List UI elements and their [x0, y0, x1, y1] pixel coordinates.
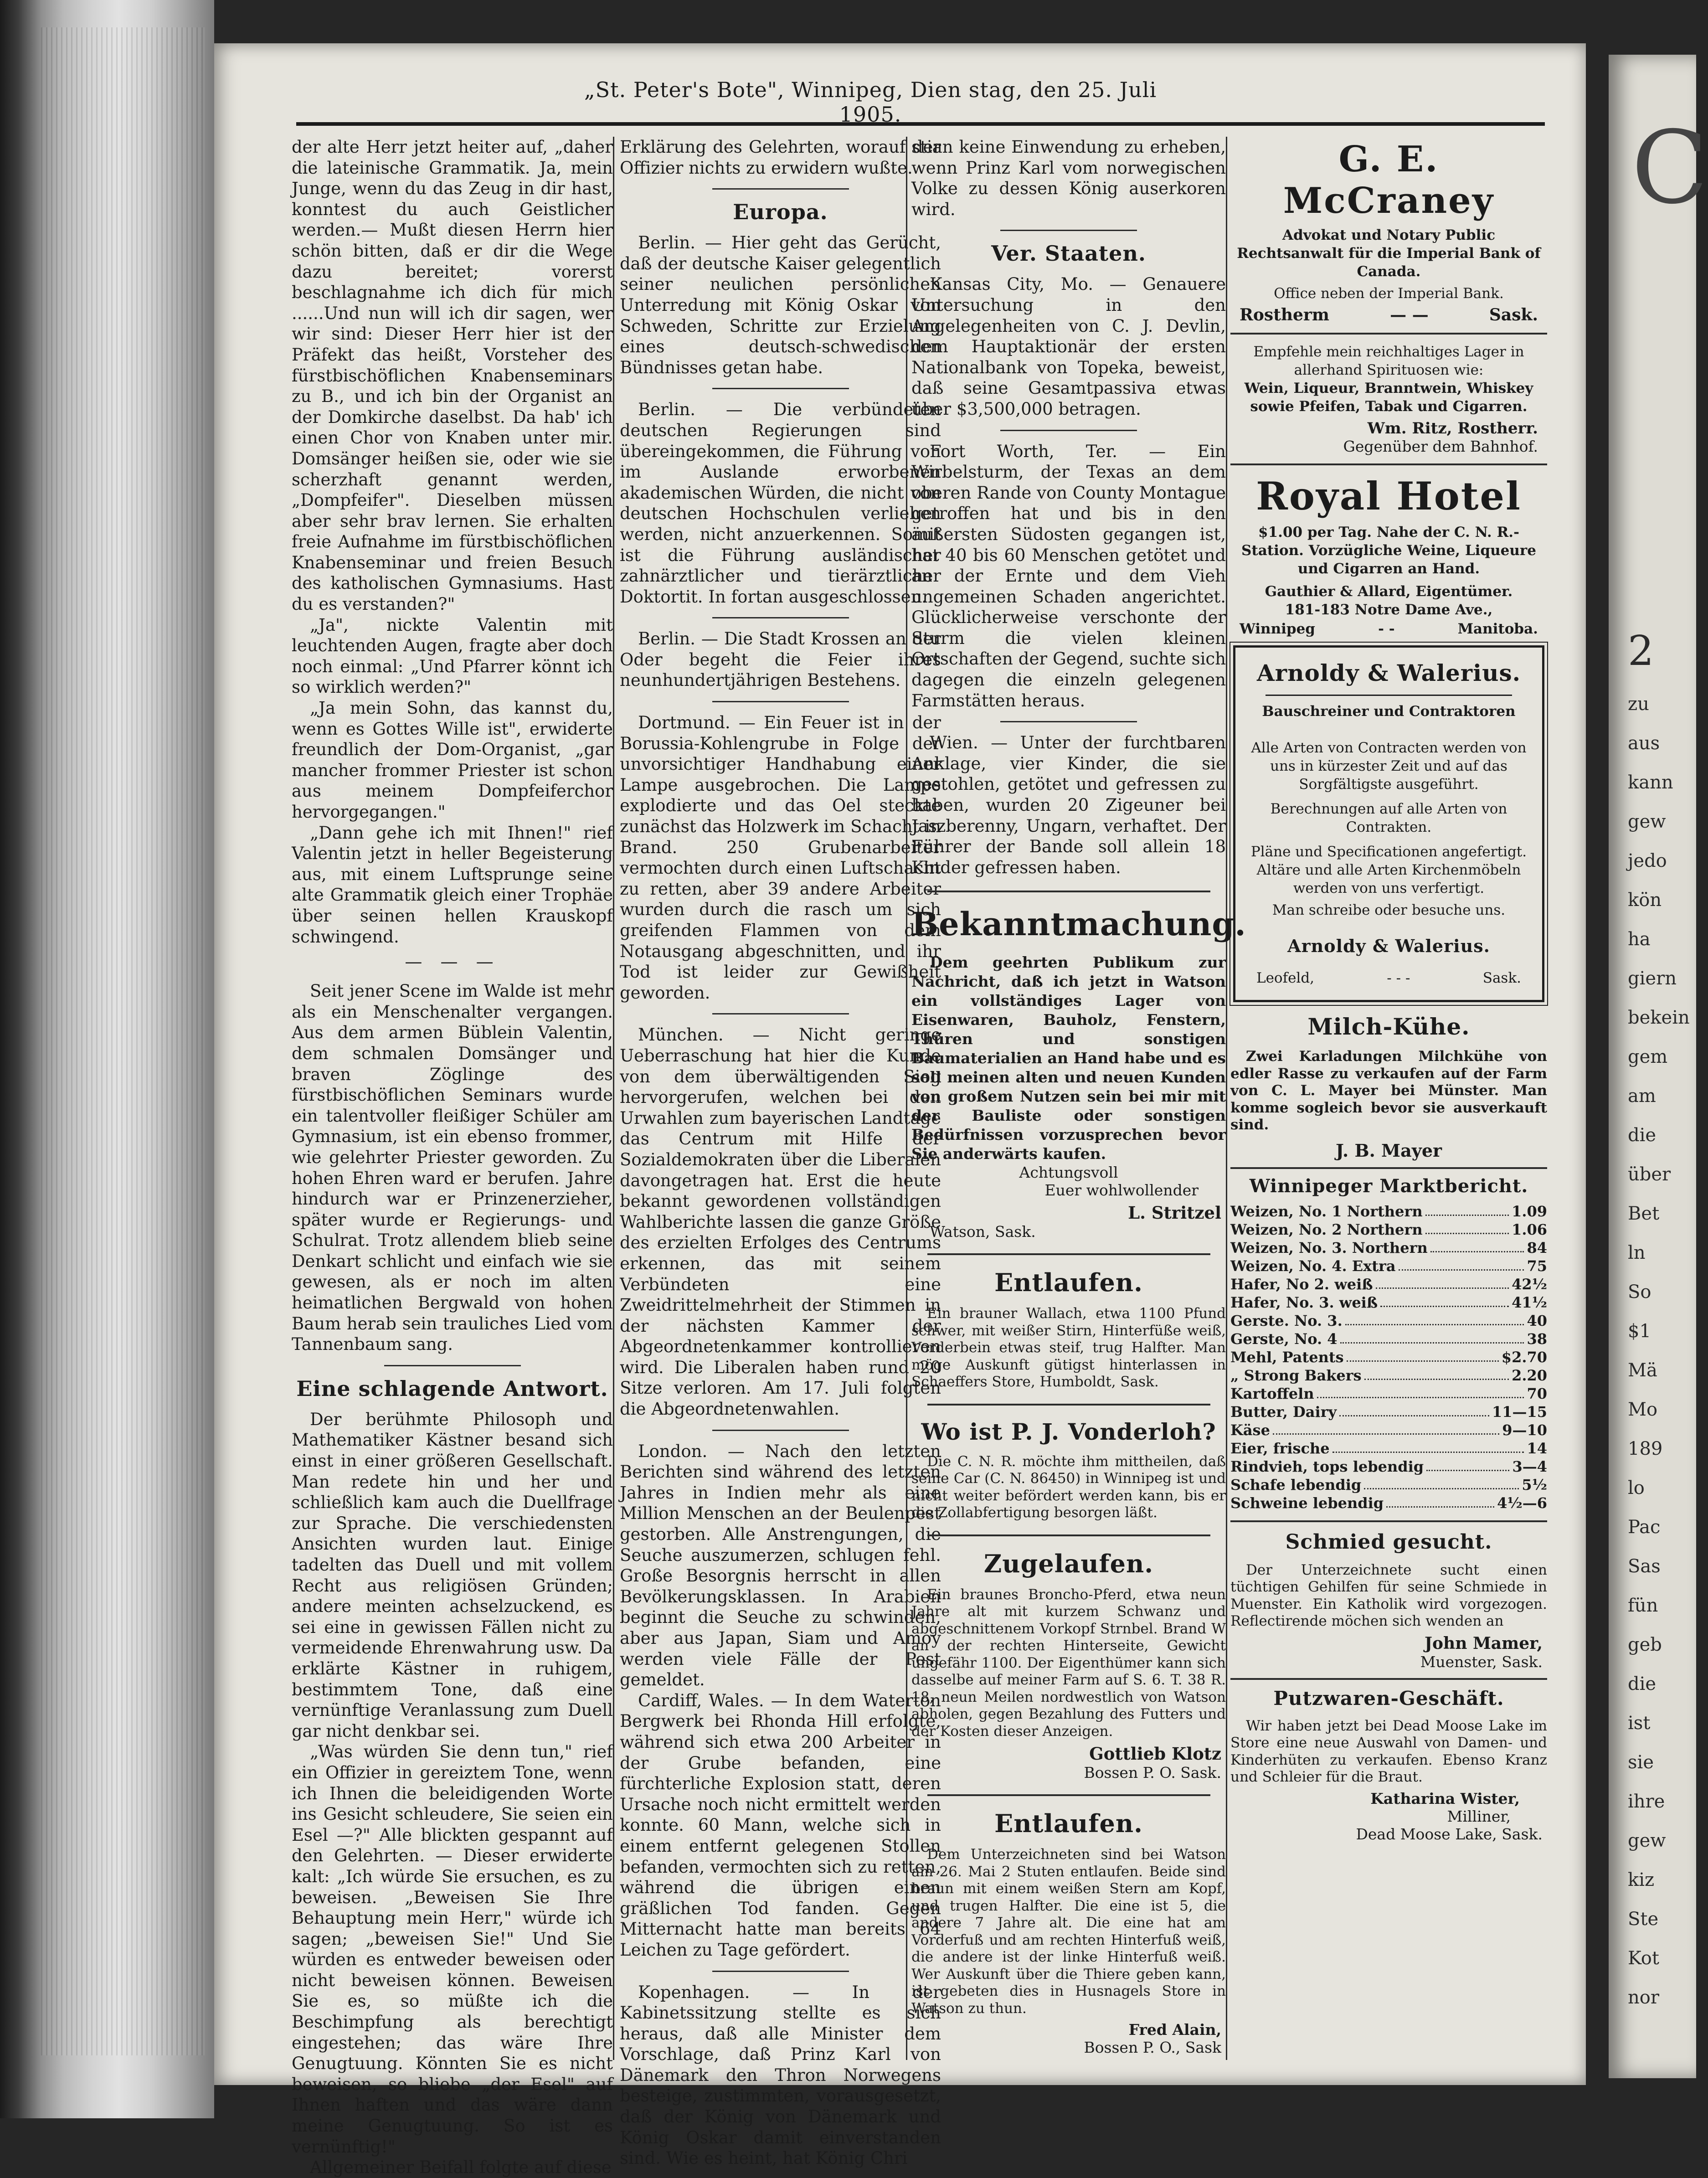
ad-box-arnoldy — [1233, 645, 1544, 1002]
column-divider — [1226, 137, 1227, 2060]
adjacent-page-fragment: jedo — [1628, 850, 1667, 871]
adjacent-page-fragment: So — [1628, 1282, 1651, 1303]
separator-rule — [712, 701, 849, 702]
market-row-leader — [1364, 1366, 1509, 1380]
ad-line: $1.00 per Tag. Nahe der C. N. R.-Station. Vorzügliche Weine, Liqueure und Cigarren an Hand. — [1241, 524, 1536, 577]
article-paragraph: „Was würden Sie denn tun," rief ein Offizier in gereiztem Tone, wenn ich Ihnen die beleidigenden Worte ins Gesicht schleudere, Sie seien ein Esel —?" Alle blickten gespannt auf den Gelehrten. — Dieser erwiderte kalt: „Ich würde Sie ersuchen, es zu beweisen. „Beweisen Sie Ihre Behauptung mein Herr," würde ich sagen; „beweisen Sie!" Und Sie würden es entweder beweisen oder nicht beweisen können. Beweisen Sie es, so müßte ich die Beschimpfung als berechtigt eingestehen; das wäre Ihre Genugtuung. Könnten Sie es nicht beweisen, so bliebe „der Esel" auf Ihnen haften und das wäre dann meine Genugtuung. So ist es vernünftig!" — [292, 1742, 613, 2157]
ad-text: Dem geehrten Publikum zur Nachricht, daß ich jetzt in Watson ein vollständiges Lager von Eisenwaren, Bauholz, Fenstern, Thüren und sonstigen Baumaterialien an Hand habe und es soll meinen alten und neuen Kunden von großem Nutzen sein bei mir mit der Bauliste oder sonstigen Bedürfnissen vorzusprechen bevor Sie anderwärts kaufen. — [911, 953, 1226, 1163]
ad-heading: Bekanntmachung. — [911, 905, 1246, 943]
market-row-label: Eier, frische — [1230, 1439, 1330, 1457]
market-row-leader — [1332, 1439, 1524, 1453]
adjacent-page-fragment: über — [1628, 1164, 1671, 1185]
adjacent-page-fragment: Kot — [1628, 1948, 1659, 1969]
market-row-price: 3—4 — [1512, 1457, 1547, 1475]
ad-line: Alle Arten von Contracten werden von uns in kürzester Zeit und auf das Sorgfältigste ausgeführt. — [1251, 740, 1527, 793]
market-row-leader — [1340, 1330, 1524, 1344]
ad-closing: Achtungsvoll — [1019, 1164, 1118, 1182]
market-row — [1230, 1293, 1547, 1312]
ad-text: Ein brauner Wallach, etwa 1100 Pfund schwer, mit weißer Stirn, Hinterfüße weiß, Vorderbein etwas steif, trug Halfter. Man möge Auskunft gütigst hinterlassen in Schaeffers Store, Humboldt, Sask. — [911, 1305, 1226, 1390]
ad-text: Wir haben jetzt bei Dead Moose Lake im Store eine neue Auswahl von Damen- und Kinderhüten zu verkaufen. Ebenso Kranz und Schleier für die Braut. — [1230, 1717, 1547, 1785]
market-report-table — [1230, 1202, 1547, 1512]
market-row — [1230, 1330, 1547, 1348]
adjacent-page-fragment: Bet — [1628, 1203, 1660, 1224]
column-1 — [292, 137, 613, 2178]
market-row-price: 9—10 — [1502, 1421, 1547, 1439]
market-row-leader — [1386, 1494, 1494, 1508]
market-row-label: Schweine lebendig — [1230, 1494, 1384, 1512]
ad-text: Zwei Karladungen Milchkühe von edler Rasse zu verkaufen auf der Farm von C. L. Mayer bei Münster. Man komme sogleich bevor sie ausverkauft sind. — [1230, 1048, 1547, 1133]
adjacent-page-fragment: aus — [1628, 733, 1660, 754]
market-row-label: Butter, Dairy — [1230, 1403, 1337, 1421]
market-row — [1230, 1366, 1547, 1385]
market-row-label: Weizen, No. 2 Northern — [1230, 1220, 1423, 1238]
adjacent-page-fragment: ln — [1628, 1242, 1646, 1263]
adjacent-page-fragment: ihre — [1628, 1791, 1665, 1812]
market-row-label: „ Strong Bakers — [1230, 1366, 1362, 1384]
market-row — [1230, 1257, 1547, 1275]
ad-line: Gegenüber dem Bahnhof. — [1343, 438, 1538, 455]
market-row-price: 1.06 — [1512, 1220, 1547, 1238]
market-row — [1230, 1220, 1547, 1239]
ad-place: Dead Moose Lake, Sask. — [1356, 1825, 1543, 1843]
ad-line: Wein, Liqueur, Branntwein, Whiskey sowie Pfeifen, Tabak und Cigarren. — [1244, 380, 1533, 415]
market-row-leader — [1339, 1403, 1489, 1416]
ad-place: Muenster, Sask. — [1420, 1653, 1543, 1671]
market-row-price: 5½ — [1522, 1476, 1547, 1493]
market-row-leader — [1376, 1275, 1509, 1289]
market-row — [1230, 1275, 1547, 1293]
ad-royal-hotel-title: Royal Hotel — [1256, 474, 1522, 519]
article-paragraph: Erklärung des Gelehrten, worauf der Offizier nichts zu erwidern wußte. — [620, 137, 941, 178]
separator-rule — [1000, 230, 1137, 231]
market-row-price: 4½—6 — [1497, 1494, 1547, 1512]
market-row — [1230, 1348, 1547, 1366]
separator-rule — [712, 188, 849, 190]
page-masthead: „St. Peter's Bote", Winnipeg, Dien stag, den 25. Juli 1905. — [584, 77, 1157, 127]
market-row-price: $2.70 — [1501, 1348, 1547, 1366]
market-row-price: 41½ — [1512, 1293, 1547, 1311]
separator-rule — [1230, 333, 1547, 335]
ad-heading: Schmied gesucht. — [1285, 1530, 1492, 1554]
adjacent-page-fragment: gew — [1628, 811, 1666, 832]
adjacent-page-fragment: Mä — [1628, 1360, 1657, 1381]
separator-rule — [712, 617, 849, 618]
market-row-leader — [1364, 1476, 1519, 1489]
market-row-label: Kartoffeln — [1230, 1385, 1314, 1402]
adjacent-page-fragment: die — [1628, 1673, 1657, 1694]
story-paragraph: der alte Herr jetzt heiter auf, „daher die lateinische Grammatik. Ja, mein Junge, wenn du das Zeug in dir hast, konntest du auch Geistlicher werden.— Mußt diesen Herrn hier schön bitten, daß er dir die Wege dazu bereitet; vorerst beschlagnahme ich dich für mich ......Und nun will ich dir sagen, wer wir sind: Dieser Herr hier ist der Präfekt das heißt, Vorsteher des fürstbischöflichen Knabenseminars zu B., und ich bin der Organist an der Domkirche daselbst. Da hab' ich einen Chor von Knaben unter mir. Domsänger heißen sie, oder wie sie scherzhaft genannt werden, „Dompfeifer". Dieselben müssen aber sehr brav lernen. Sie erhalten freie Aufnahme im fürstbischöflichen Knabenseminar und freien Besuch des katholischen Gymnasiums. Hast du es verstanden?" — [292, 137, 613, 614]
ad-heading: Milch-Kühe. — [1307, 1013, 1470, 1040]
adjacent-page-fragment: 2 — [1628, 627, 1654, 675]
ad-heading: Entlaufen. — [994, 1809, 1143, 1838]
news-item: Dortmund. — Ein Feuer ist in der Borussia-Kohlengrube in Folge der unvorsichtiger Handhabung einer Lampe ausgebrochen. Die Lampe explodierte und das Oel steckte zunächst das Holzwerk im Schacht in Brand. 250 Grubenarbeiter vermochten durch einen Luftschacht zu retten, aber 39 andere Arbeiter wurden durch die rasch um sich greifenden Flammen von dem Notausgang abgeschnitten, und ihr Tod ist leider zur Gewißheit geworden. — [620, 713, 941, 1003]
separator-rule — [712, 1971, 849, 1972]
market-row-label: Gerste. No. 3. — [1230, 1312, 1343, 1329]
story-paragraph: „Ja mein Sohn, das kannst du, wenn es Gottes Wille ist", erwiderte freundlich der Dom-Organist, „gar mancher frommer Priester ist schon aus meinem Dompfeiferchor hervorgegangen." — [292, 698, 613, 822]
ad-signature: Arnoldy & Walerius. — [1287, 936, 1490, 956]
separator-rule — [1000, 721, 1137, 722]
ad-spacer: - - — [1378, 621, 1395, 637]
market-row-price: 84 — [1527, 1239, 1547, 1256]
separator-rule — [384, 1365, 521, 1366]
ad-line: Berechnungen auf alle Arten von Contrakten. — [1270, 801, 1507, 835]
separator-rule — [1000, 430, 1137, 431]
market-report-heading: Winnipeger Marktbericht. — [1249, 1175, 1528, 1197]
ad-line: Rechtsanwalt für die Imperial Bank of Canada. — [1237, 245, 1541, 280]
column-divider — [613, 137, 614, 2060]
adjacent-page-fragment: gem — [1628, 1046, 1668, 1067]
adjacent-page-fragment: $1 — [1628, 1321, 1651, 1342]
adjacent-page-fragment: ha — [1628, 929, 1651, 950]
market-row-price: 40 — [1527, 1312, 1547, 1329]
market-row-label: Weizen, No. 4. Extra — [1230, 1257, 1396, 1275]
ad-province: Sask. — [1482, 970, 1521, 986]
ad-heading: Zugelaufen. — [983, 1549, 1154, 1578]
separator-rule — [927, 1404, 1210, 1406]
ad-mccraney-title: G. E. McCraney — [1283, 139, 1495, 221]
adjacent-page-fragment: Mo — [1628, 1399, 1658, 1420]
market-row-price: 70 — [1527, 1385, 1547, 1402]
ad-text: Die C. N. R. möchte ihm mittheilen, daß seine Car (C. N. 86450) in Winnipeg ist und nicht weiter befördert werden kann, bis er die Zollabfertigung besorgen läßt. — [911, 1453, 1226, 1521]
market-row — [1230, 1439, 1547, 1457]
story-paragraph: Seit jener Scene im Walde ist mehr als ein Menschenalter vergangen. Aus dem armen Büblein Valentin, dem schmalen Domsänger und braven Zöglinge des fürstbischöflichen Seminars wurde ein talentvoller fleißiger Schüler am Gymnasium, ist ein ebenso frommer, wie gelehrter Priester geworden. Zu hohen Ehren ward er berufen. Jahre hindurch war er Prinzenerzieher, später wurde er Regierungs- und Schulrat. Trotz allendem blieb seine Denkart schlicht und einfach wie sie gewesen, als er noch im alten heimatlichen Bergwald von hohen Baum herab sein trauliches Lied vom Tannenbaum sang. — [292, 981, 613, 1354]
ad-town: Leofeld, — [1256, 970, 1315, 986]
market-row-leader — [1430, 1239, 1524, 1252]
story-paragraph: „Dann gehe ich mit Ihnen!" rief Valentin jetzt in heller Begeisterung aus, mit einem Luftsprunge seine alte Grammatik gleich einer Trophäe über seinen hellen Krauskopf schwingend. — [292, 823, 613, 947]
market-row-leader — [1345, 1312, 1524, 1325]
adjacent-page-fragment: die — [1628, 1125, 1657, 1146]
market-row-label: Gerste, No. 4 — [1230, 1330, 1338, 1348]
news-item: Kopenhagen. — In der Kabinetssitzung stellte es sich heraus, daß alle Minister dem Vorschlage, daß Prinz Karl von Dänemark den Thron Norwegens besteige, zustimmten, vorausgesetzt, daß der König von Dänemark und König Oskar damit einverstanden sind. Wie es heint, hat König Chri — [620, 1982, 941, 2168]
market-row-price: 14 — [1527, 1439, 1547, 1457]
ad-spacer: — — — [1390, 305, 1429, 324]
market-row-leader — [1425, 1202, 1509, 1216]
masthead-rule — [296, 122, 1545, 126]
market-row — [1230, 1403, 1547, 1421]
separator-rule — [712, 388, 849, 389]
adjacent-page-fragment: gew — [1628, 1830, 1666, 1851]
adjacent-page-fragment: kann — [1628, 772, 1673, 793]
news-item: Kansas City, Mo. — Genauere Untersuchung in den Angelegenheiten von C. J. Devlin, dem Hauptaktionär der ersten Nationalbank von Topeka, beweist, daß seine Gesamtpassiva etwas über $3,500,000 betragen. — [911, 274, 1226, 419]
ad-line: Man schreibe oder besuche uns. — [1272, 902, 1506, 918]
story-paragraph: „Ja", nickte Valentin mit leuchtenden Augen, fragte aber doch noch einmal: „Und Pfarrer könnt ich so wirklich werden?" — [292, 615, 613, 697]
separator-rule — [927, 1534, 1210, 1536]
market-row — [1230, 1312, 1547, 1330]
ad-signature: Wm. Ritz, Rostherr. — [1367, 419, 1538, 438]
ad-heading: Arnoldy & Walerius. — [1256, 659, 1521, 686]
ad-line: Gauthier & Allard, Eigentümer. — [1265, 583, 1513, 600]
adjacent-page-edge — [1609, 55, 1708, 2078]
separator-rule — [712, 1430, 849, 1431]
market-row-price: 11—15 — [1492, 1403, 1547, 1421]
adjacent-page-fragment: Ste — [1628, 1909, 1659, 1930]
ad-place: Bossen P. O. Sask. — [1084, 1764, 1221, 1782]
market-row-leader — [1426, 1457, 1509, 1471]
adjacent-page-fragment: fün — [1628, 1595, 1658, 1616]
column-3 — [911, 137, 1246, 2060]
market-row — [1230, 1202, 1547, 1220]
news-item: Berlin. — Die Stadt Krossen an der Oder begeht die Feier ihres neunhundertjährigen Bestehens. — [620, 629, 941, 690]
separator-rule — [1230, 463, 1547, 465]
market-row-price: 38 — [1527, 1330, 1547, 1348]
ad-text: Der Unterzeichnete sucht einen tüchtigen Gehilfen für seine Schmiede in Muenster. Ein Katholik wird vorgezogen. Reflectirende möchen sich wenden an — [1230, 1561, 1547, 1629]
ad-line: Pläne und Specificationen angefertigt. Altäre und alle Arten Kirchenmöbeln werden von uns verfertigt. — [1250, 844, 1527, 896]
ad-line: Empfehle mein reichhaltiges Lager in allerhand Spirituosen wie: — [1253, 344, 1524, 378]
adjacent-page-fragment: 189 — [1628, 1438, 1663, 1459]
adjacent-page-fragment: bekein — [1628, 1007, 1690, 1028]
adjacent-page-fragment: lo — [1628, 1478, 1645, 1498]
ad-line: Bauschreiner und Contraktoren — [1262, 703, 1516, 720]
adjacent-page-fragment: ist — [1628, 1713, 1651, 1734]
ad-line: Milliner, — [1447, 1807, 1511, 1825]
ad-heading: Wo ist P. J. Vonderloh? — [921, 1418, 1216, 1445]
ad-address-row — [1256, 970, 1521, 986]
ad-address-row — [1240, 621, 1538, 637]
ad-text: Dem Unterzeichneten sind bei Watson am 26. Mai 2 Stuten entlaufen. Beide sind braun mit einem weißen Stern am Kopf, und trugen Halfter. Die eine ist 5, die andere 7 Jahre alt. Die eine hat am Vorderfuß und am rechten Hinterfuß weiß, die andere ist der linke Hinterfuß weiß. Wer Auskunft über die Thiere geben kann, ist gebeten dies in Husnagels Store in Watson zu thun. — [911, 1846, 1226, 2017]
ad-spacer: - - - — [1387, 970, 1410, 986]
separator-rule — [1230, 1167, 1547, 1169]
market-row-price: 2.20 — [1512, 1366, 1547, 1384]
market-row — [1230, 1476, 1547, 1494]
market-row-label: Rindvieh, tops lebendig — [1230, 1457, 1424, 1475]
ad-signature: Gottlieb Klotz — [1089, 1744, 1221, 1764]
news-item: Wien. — Unter der furchtbaren Anklage, vier Kinder, die sie gestohlen, getötet und gefressen zu haben, wurden 20 Zigeuner bei Jaszberenny, Ungarn, verhaftet. Der Führer der Bande soll allein 18 Kinder gefressen haben. — [911, 733, 1226, 877]
adjacent-page-fragment: sie — [1628, 1752, 1654, 1773]
ad-text: Ein braunes Broncho-Pferd, etwa neun Jahre alt mit kurzem Schwanz und abgeschnittenem Vorkopf Strnbel. Brand W an der rechten Hinterseite, Gewicht ungefähr 1100. Der Eigenthümer kann sich dasselbe auf meiner Farm auf S. 6. T. 38 R. 18, neun Meilen nordwestlich von Watson abholen, gegen Bezahlung des Futters und der Kosten dieser Anzeigen. — [911, 1586, 1226, 1740]
market-row — [1230, 1385, 1547, 1403]
market-row-leader — [1380, 1293, 1509, 1307]
ad-closing: Euer wohlwollender — [1044, 1181, 1199, 1200]
ad-province: Manitoba. — [1457, 621, 1538, 637]
ad-signature: L. Stritzel — [1128, 1203, 1221, 1223]
ad-heading: Entlaufen. — [994, 1268, 1143, 1298]
news-item: stian keine Einwendung zu erheben, wenn Prinz Karl vom norwegischen Volke zu dessen König auserkoren wird. — [911, 137, 1226, 219]
market-row-label: Weizen, No. 1 Northern — [1230, 1202, 1423, 1220]
column-2 — [620, 137, 941, 2168]
market-row-label: Käse — [1230, 1421, 1270, 1439]
market-row-label: Hafer, No 2. weiß — [1230, 1275, 1373, 1293]
adjacent-page-fragment: zu — [1628, 694, 1649, 715]
ad-line: Office neben der Imperial Bank. — [1274, 285, 1504, 302]
article-paragraph: Allgemeiner Beifall folgte auf diese — [310, 2157, 612, 2178]
news-item: Berlin. — Die verbündeten deutschen Regierungen sind übereingekommen, die Führung von im Auslande erworbenen akademischen Würden, die nicht von deutschen Hochschulen verliehen werden, nicht anzuerkennen. Somit ist die Führung ausländischer zahnärztlicher und tierärztlicher Doktortit. In fortan ausgeschlossen. — [620, 400, 941, 607]
market-row-leader — [1347, 1348, 1499, 1362]
ad-heading: Putzwaren-Geschäft. — [1273, 1687, 1504, 1709]
separator-rule — [927, 1794, 1210, 1796]
market-row-price: 75 — [1527, 1257, 1547, 1275]
market-row-label: Weizen, No. 3. Northern — [1230, 1239, 1428, 1256]
market-row-price: 42½ — [1512, 1275, 1547, 1293]
market-row-price: 1.09 — [1512, 1202, 1547, 1220]
market-row-label: Schafe lebendig — [1230, 1476, 1362, 1493]
news-item: London. — Nach den letzten Berichten sind während des letzten Jahres in Indien mehr als eine Million Menschen an der Beulenpest gestorben. Alle Anstrengungen, die Seuche auszumerzen, schlugen fehl. Große Besorgnis herrscht in allen Bevölkerungsklassen. In Arabien beginnt die Seuche zu schwinden, aber aus Japan, Siam und Amoy werden viele Fälle der Pest gemeldet. — [620, 1441, 941, 1690]
adjacent-page-fragment: geb — [1628, 1634, 1662, 1655]
market-row-leader — [1425, 1220, 1509, 1234]
adjacent-page-fragment: giern — [1628, 968, 1677, 989]
adjacent-page-initial: C — [1631, 109, 1708, 226]
column-4 — [1230, 137, 1547, 2060]
market-row-leader — [1317, 1385, 1524, 1398]
section-dashes: — — — — [405, 952, 500, 972]
ad-line: Advokat und Notary Public — [1282, 227, 1496, 243]
news-item: Fort Worth, Ter. — Ein Wirbelsturm, der Texas an dem oberen Rande von County Montague getroffen hat und bis in den äußersten Südosten gegangen ist, hat 40 bis 60 Menschen getötet und an der Ernte und dem Vieh ungemeinen Schaden angerichtet. Glücklicherweise verschonte der Sturm die vielen kleinen Ortschaften der Gegend, suchte sich dagegen die einzeln gelegenen Farmstätten heraus. — [911, 441, 1226, 711]
ad-town: Winnipeg — [1240, 621, 1315, 637]
ad-province: Sask. — [1489, 305, 1538, 324]
separator-rule — [1266, 695, 1512, 696]
separator-rule — [927, 891, 1210, 892]
ad-signature: Katharina Wister, — [1370, 1789, 1520, 1807]
separator-rule — [1230, 1678, 1547, 1680]
market-row — [1230, 1457, 1547, 1476]
market-row — [1230, 1239, 1547, 1257]
adjacent-page-fragment: am — [1628, 1086, 1656, 1107]
separator-rule — [927, 1253, 1210, 1255]
article-paragraph: Der berühmte Philosoph und Mathematiker Kästner besand sich einst in einer größeren Gesellschaft. Man redete hin und her und schließlich kam auch die Duellfrage zur Sprache. Die verschiedensten Ansichten wurden laut. Einige tadelten das Duell und mit vollem Recht aus religiösen Gründen; andere meinten achselzuckend, es sei eine in gewissen Fällen nicht zu vermeidende Ehrenwahrung usw. Da erklärte Kästner in ruhigem, bestimmtem Tone, daß eine vernünftige Veranlassung zum Duell gar nicht denkbar sei. — [292, 1409, 613, 1741]
market-row — [1230, 1494, 1547, 1512]
market-row-label: Mehl, Patents — [1230, 1348, 1344, 1366]
ad-address-row — [1240, 305, 1538, 324]
separator-rule — [1230, 1520, 1547, 1522]
ad-place: Bossen P. O., Sask — [1084, 2039, 1221, 2057]
adjacent-page-fragment: kiz — [1628, 1869, 1655, 1890]
separator-rule — [712, 1013, 849, 1014]
market-row-label: Hafer, No. 3. weiß — [1230, 1293, 1378, 1311]
market-row-leader — [1399, 1257, 1524, 1271]
adjacent-page-fragment: Pac — [1628, 1517, 1661, 1538]
section-heading: Europa. — [733, 200, 828, 225]
adjacent-page-fragment: Sas — [1628, 1556, 1661, 1577]
ad-place: Watson, Sask. — [930, 1223, 1036, 1241]
news-item: Cardiff, Wales. — In dem Waterton Bergwerk bei Rhonda Hill erfolgte, während sich etwa 200 Arbeiter in der Grube befanden, eine fürchterliche Explosion statt, deren Ursache noch nicht ermittelt werden konnte. 60 Mann, welche sich in einem entfernt gelegenen Stollen befanden, vermochten sich zu retten, während die übrigen einen gräßlichen Tod fanden. Gegen Mitternacht hatte man bereits 64 Leichen zu Tage gefördert. — [620, 1690, 941, 1960]
book-binding — [0, 0, 214, 2118]
ad-town: Rostherm — [1240, 305, 1329, 324]
ad-signature: J. B. Mayer — [1335, 1140, 1442, 1161]
section-heading: Ver. Staaten. — [991, 241, 1146, 266]
news-item: München. — Nicht geringe Ueberraschung hat hier die Kunde von dem überwältigenden Sieg hervorgerufen, welchen bei den Urwahlen zum bayerischen Landtage das Centrum mit Hilfe der Sozialdemokraten über die Liberalen davongetragen hat. Erst die heute bekannt gewordenen vollständigen Wahlberichte lassen die ganze Größe des erzielten Erfolges des Centrums erkennen, das mit seinem Verbündeten eine Zweidrittelmehrheit der Stimmen in der nächsten Kammer der Abgeordnetenkammer kontrollieren wird. Die Liberalen haben rund 20 Sitze verloren. Am 17. Juli folgten die Abgeordnetenwahlen. — [620, 1025, 941, 1419]
ad-signature: John Mamer, — [1425, 1633, 1543, 1653]
adjacent-page-fragment: nor — [1628, 1987, 1659, 2008]
market-row — [1230, 1421, 1547, 1439]
adjacent-page-fragment: kön — [1628, 890, 1662, 911]
ad-line: 181-183 Notre Dame Ave., — [1285, 602, 1493, 618]
news-item: Berlin. — Hier geht das Gerücht, daß der deutsche Kaiser gelegentlich seiner neulichen persönlichen Unterredung mit König Oskar von Schweden, Schritte zur Erzielung eines deutsch-schwedischen Bündnisses getan habe. — [620, 233, 941, 377]
article-heading: Eine schlagende Antwort. — [296, 1376, 608, 1401]
market-row-leader — [1273, 1421, 1499, 1435]
ad-signature: Fred Alain, — [1128, 2021, 1221, 2039]
